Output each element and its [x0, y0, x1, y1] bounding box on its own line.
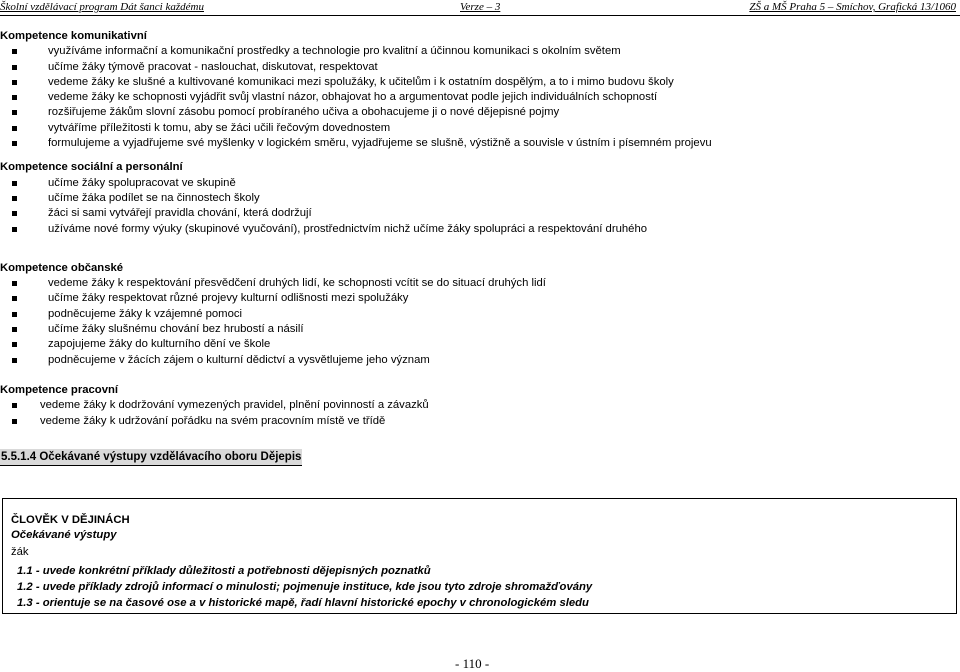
document-body [0, 29, 960, 466]
section-title-communicative: Kompetence komunikativní [0, 30, 147, 42]
list-item: formulujeme a vyjadřujeme své myšlenky v logickém směru, vyjadřujeme se slušně, výstižně a souvisle v ústním i písemném projevu [0, 136, 960, 151]
list-item: využíváme informační a komunikační prostředky a technologie pro kvalitní a účinnou komunikaci s okolním světem [0, 44, 960, 59]
list-item: vedeme žáky k udržování pořádku na svém pracovním místě ve třídě [0, 414, 960, 429]
work-list [0, 398, 960, 429]
list-item: podněcujeme žáky k vzájemné pomoci [0, 307, 960, 322]
list-item: žáci si sami vytvářejí pravidla chování, která dodržují [0, 206, 960, 221]
frame-title: ČLOVĚK V DĚJINÁCH [11, 514, 130, 526]
header-rule [0, 15, 960, 16]
list-item: rozšiřujeme žákům slovní zásobu pomocí probíraného učiva a obohacujeme ji o nové dějepisné pojmy [0, 105, 960, 120]
list-item: učíme žáka podílet se na činnostech školy [0, 191, 960, 206]
list-item: vedeme žáky k dodržování vymezených pravidel, plnění povinností a závazků [0, 398, 960, 413]
header-school-address: ZŠ a MŠ Praha 5 – Smíchov, Grafická 13/1060 [749, 1, 956, 13]
list-item: vytváříme příležitosti k tomu, aby se žáci učili řečovým dovednostem [0, 121, 960, 136]
header-school-program: Školní vzdělávací program Dát šanci každému [0, 1, 204, 13]
list-item: užíváme nové formy výuky (skupinové vyučování), prostřednictvím nichž učíme žáky spolupráci a respektování druhého [0, 222, 960, 237]
outputs-heading: 5.5.1.4 Očekávané výstupy vzdělávacího oboru Dějepis [0, 449, 302, 466]
outcome-item: 1.3 - orientuje se na časové ose a v historické mapě, řadí hlavní historické epochy v chronologickém sledu [17, 596, 589, 609]
frame-subtitle: Očekávané výstupy [11, 528, 117, 541]
list-item: učíme žáky spolupracovat ve skupině [0, 176, 960, 191]
frame-student-label: žák [11, 546, 29, 558]
outcomes-frame [2, 498, 957, 614]
list-item: vedeme žáky k respektování přesvědčení druhých lidí, ke schopnosti vcítit se do situací druhých lidí [0, 276, 960, 291]
section-title-social: Kompetence sociální a personální [0, 161, 183, 174]
communicative-list [0, 44, 960, 151]
list-item: učíme žáky respektovat různé projevy kulturní odlišnosti mezi spolužáky [0, 291, 960, 306]
header-version: Verze – 3 [460, 1, 501, 13]
civic-list [0, 276, 960, 368]
list-item: učíme žáky týmově pracovat - naslouchat, diskutovat, respektovat [0, 60, 960, 75]
page-header [0, 0, 960, 14]
outcome-item: 1.1 - uvede konkrétní příklady důležitosti a potřebnosti dějepisných poznatků [17, 564, 431, 577]
section-title-civic: Kompetence občanské [0, 261, 124, 274]
list-item: vedeme žáky ke slušné a kultivované komunikaci mezi spolužáky, k učitelům i k ostatním dospělým, a to i mimo budovu školy [0, 75, 960, 90]
outcomes-list [11, 563, 592, 611]
outcome-item: 1.2 - uvede příklady zdrojů informací o minulosti; pojmenuje instituce, kde jsou tyto zdroje shromažďovány [17, 580, 593, 593]
section-title-work: Kompetence pracovní [0, 383, 119, 396]
list-item: učíme žáky slušnému chování bez hrubostí a násilí [0, 322, 960, 337]
page-number: - 110 - [455, 656, 490, 671]
list-item: zapojujeme žáky do kulturního dění ve škole [0, 337, 960, 352]
social-list [0, 176, 960, 237]
list-item: podněcujeme v žácích zájem o kulturní dědictví a vysvětlujeme jeho význam [0, 353, 960, 368]
list-item: vedeme žáky ke schopnosti vyjádřit svůj vlastní názor, obhajovat ho a argumentovat podle jejich individuálních schopností [0, 90, 960, 105]
